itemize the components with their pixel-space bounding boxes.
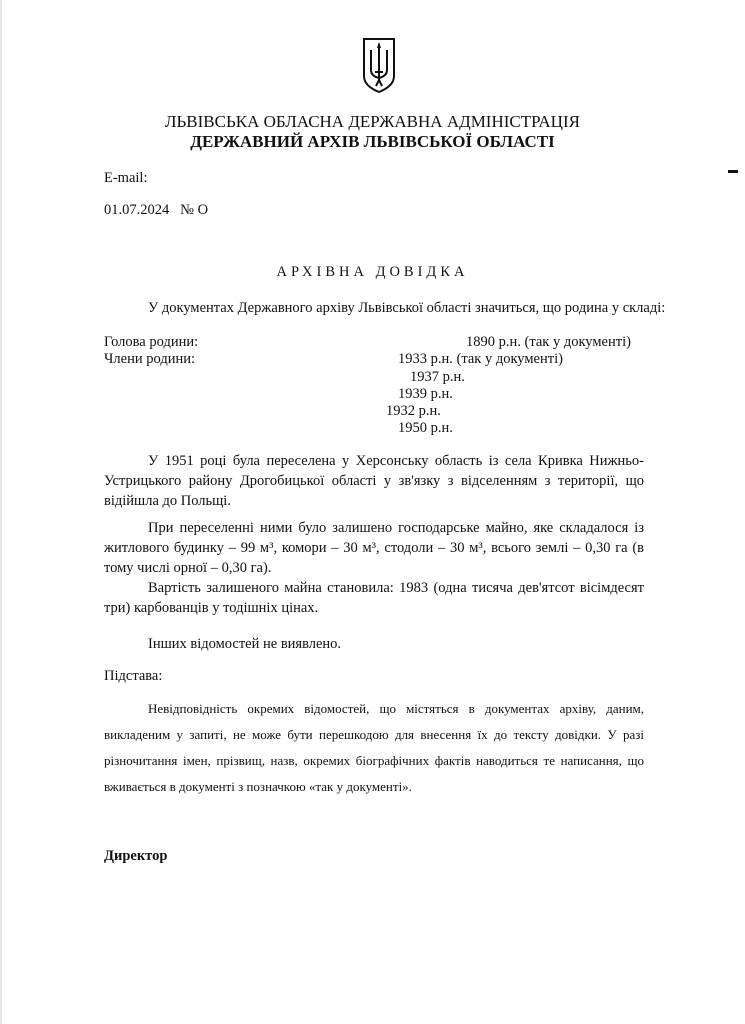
member-item: 1937 р.н. [410, 369, 465, 385]
member-item: 1950 р.н. [398, 420, 453, 436]
director-signature: Директор [104, 848, 168, 864]
resettled-paragraph [104, 451, 644, 511]
document-title: АРХІВНА ДОВІДКА [276, 264, 469, 280]
member-item: 1939 р.н. [398, 386, 453, 402]
members-label: Члени родини: [104, 351, 196, 367]
scan-mark [728, 170, 738, 173]
disclaimer-paragraph [104, 696, 644, 800]
member-item: 1932 р.н. [386, 403, 441, 419]
archive-heading: ДЕРЖАВНИЙ АРХІВ ЛЬВІВСЬКОЇ ОБЛАСТІ [190, 132, 555, 151]
basis-label: Підстава: [104, 668, 163, 684]
disclaimer-text: Невідповідність окремих відомостей, що містяться в документах архіву, даним, викладеним у запиті, не може бути перешкодою для внесення їх до тексту довідки. У разі різночитання імен, прізвищ, назв, окремих біографічних фактів наводиться те написання, що вживається в документі з позначкою «так у документі». [104, 701, 644, 794]
property-text: При переселенні ними було залишено господарське майно, яке складалося із житлового будинку – 99 м³, комори – 30 м³, стодоли – 30 м³, всього землі – 0,30 га (в тому числі орної – 0,30 га). [104, 520, 644, 576]
property-paragraph [104, 518, 644, 618]
no-other-info: Інших відомостей не виявлено. [148, 636, 342, 652]
member-item: 1933 р.н. (так у документі) [398, 351, 563, 367]
value-text: Вартість залишеного майна становила: 1983 (одна тисяча дев'ятсот вісімдесят три) карбованців у тодішніх цінах. [104, 580, 644, 616]
head-label: Голова родини: [104, 334, 199, 350]
scan-edge [0, 0, 2, 1024]
intro-line: У документах Державного архіву Львівської області значиться, що родина у складі: [148, 300, 666, 316]
resettled-text: У 1951 році була переселена у Херсонську область із села Кривка Нижньо-Устрицького району Дрогобицької області у зв'язку з відселенням з території, що відійшла до Польщі. [104, 453, 644, 509]
administration-heading: ЛЬВІВСЬКА ОБЛАСНА ДЕРЖАВНА АДМІНІСТРАЦІЯ [165, 112, 580, 131]
date-number: 01.07.2024 № О [104, 202, 209, 218]
head-value: 1890 р.н. (так у документі) [466, 334, 631, 350]
email-label: E-mail: [104, 170, 148, 186]
trident-emblem-icon [361, 36, 397, 94]
